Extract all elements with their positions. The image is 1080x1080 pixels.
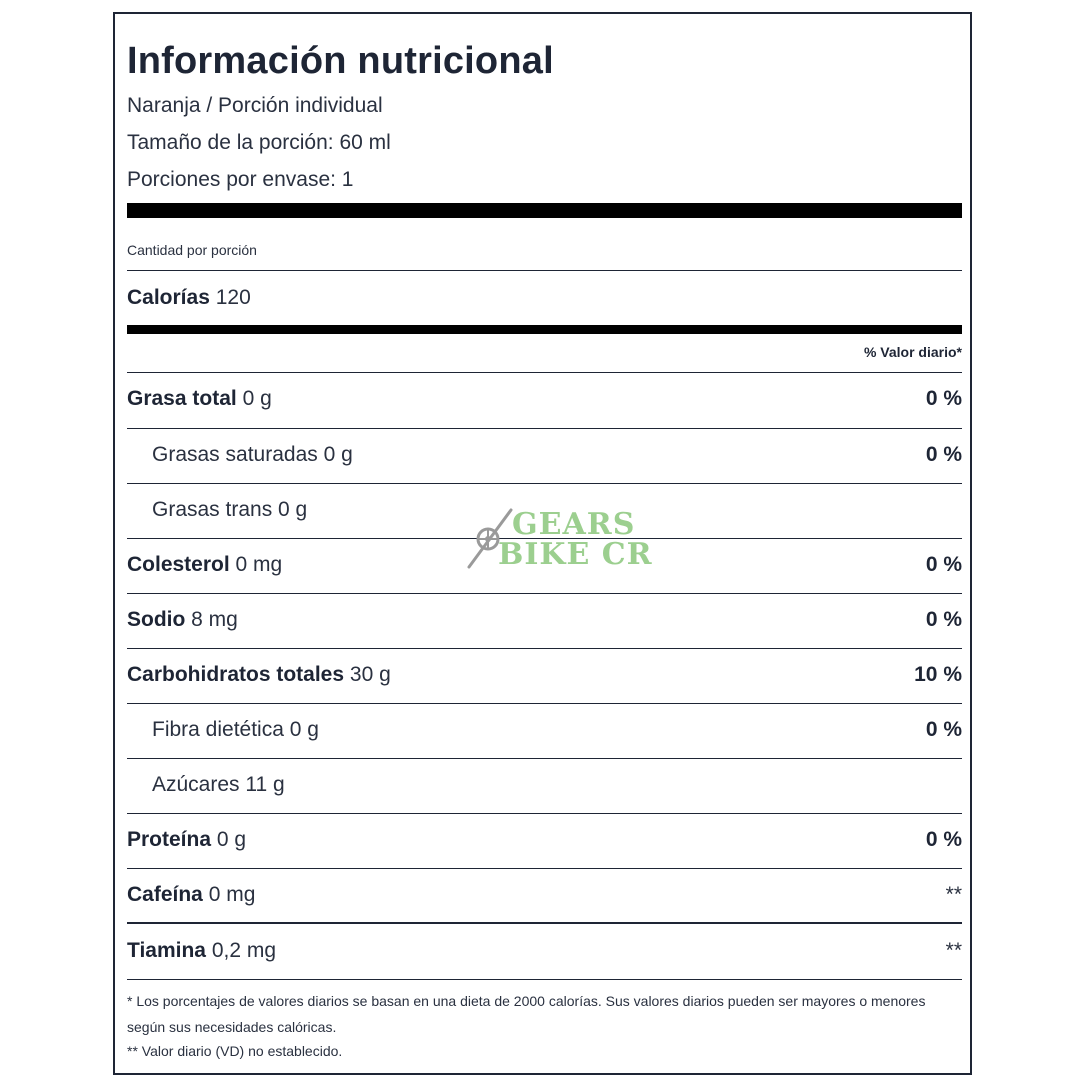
nutrient-name: Grasas trans 0 g [152,498,308,521]
nutrient-row-thiamine [127,925,962,980]
nutrient-name: Tiamina [127,939,206,962]
nutrient-daily-value: 0 % [925,828,962,851]
nutrient-amount: 0,2 mg [211,939,277,962]
nutrient-name: Proteína [127,828,212,851]
nutrient-amount: 8 mg [191,608,238,631]
nutrient-row-saturated-fat [127,429,962,484]
nutrient-amount: 0 g [216,828,247,851]
flavor-text: Naranja / Porción individual [127,94,383,117]
serving-size: Tamaño de la porción: 60 ml [127,131,391,154]
footnote-not-established: ** Valor diario (VD) no establecido. [127,1043,343,1059]
nutrient-name: Colesterol [127,553,230,576]
nutrient-name: Fibra dietética 0 g [152,718,319,741]
divider [127,270,962,271]
nutrient-row-total-fat [127,373,962,428]
watermark [466,505,653,575]
nutrient-amount: 30 g [349,663,391,686]
daily-value-header: % Valor diario* [863,344,962,360]
nutrient-daily-value: ** [945,883,962,906]
nutrient-daily-value: ** [945,939,962,962]
nutrient-row-caffeine [127,869,962,924]
thick-divider [127,203,962,218]
nutrient-name: Azúcares 11 g [152,773,285,796]
nutrient-daily-value: 0 % [925,718,962,741]
nutrient-name: Sodio [127,608,186,631]
watermark-line1: GEARS [512,507,636,542]
watermark-line2: BIKE CR [498,537,653,572]
nutrient-row-sugars [127,759,962,814]
nutrient-daily-value: 0 % [925,608,962,631]
nutrient-amount: 0 g [242,387,272,410]
calories-value: 120 [215,286,251,309]
calories-row [127,272,962,327]
nutrient-amount: 0 mg [235,553,283,576]
medium-divider [127,325,962,334]
nutrient-amount: 0 mg [208,883,256,906]
divider [127,979,962,980]
nutrient-daily-value: 10 % [914,663,962,686]
nutrient-name: Grasa total [127,387,237,410]
nutrient-row-protein [127,814,962,869]
nutrient-daily-value: 0 % [925,443,962,466]
calories-label: Calorías [127,286,210,309]
divider [127,922,962,924]
servings-per-container: Porciones por envase: 1 [127,168,354,191]
nutrient-name: Cafeína [127,883,203,906]
nutrient-name: Carbohidratos totales [127,663,345,686]
nutrient-row-fiber [127,704,962,759]
footnote-daily-values: * Los porcentajes de valores diarios se basan en una dieta de 2000 calorías. Sus valores diarios pueden ser mayores o menores según sus necesidades calóricas. [127,993,926,1035]
nutrient-daily-value: 0 % [925,387,962,410]
amount-per-serving: Cantidad por porción [127,242,257,258]
nutrient-name: Grasas saturadas 0 g [152,443,353,466]
nutrient-row-sodium [127,594,962,649]
nutrient-row-carbohydrates [127,649,962,704]
nutrient-daily-value: 0 % [925,553,962,576]
label-title: Información nutricional [127,40,554,82]
